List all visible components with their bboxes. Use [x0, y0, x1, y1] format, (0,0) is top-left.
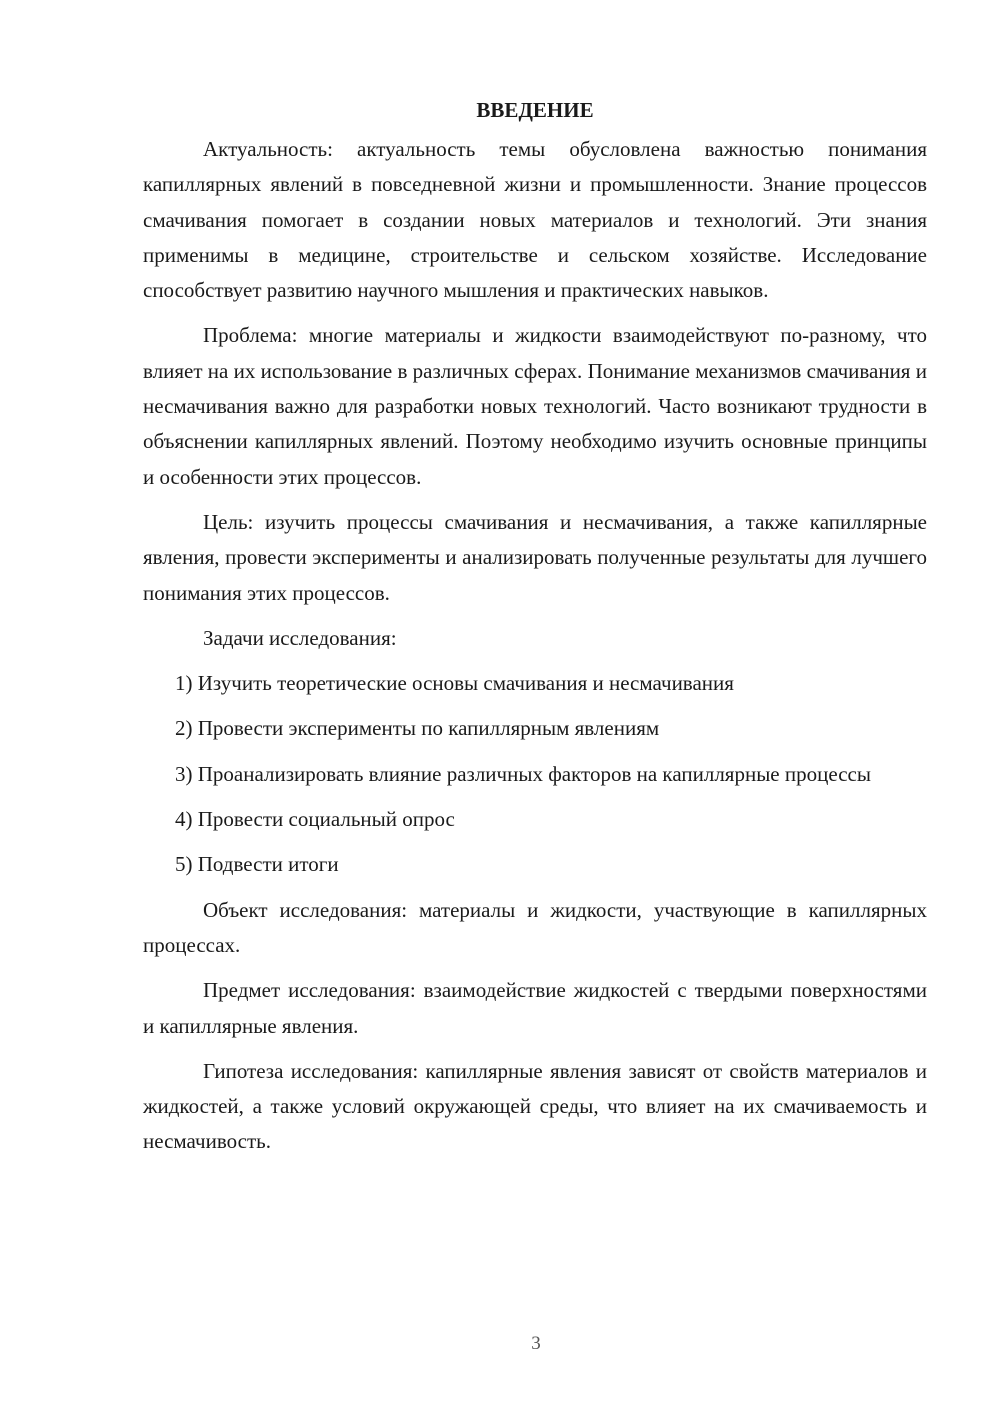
task-item-1: 1) Изучить теоретические основы смачивания и несмачивания [175, 671, 734, 696]
paragraph-problem: Проблема: многие материалы и жидкости взаимодействуют по-разному, что влияет на их использование в различных сферах. Понимание механизмов смачивания и несмачивания важно для разработки новых технологий. Часто возникают трудности в объяснении капиллярных явлений. Поэтому необходимо изучить основные принципы и особенности этих процессов. [143, 323, 927, 489]
section-title: ВВЕДЕНИЕ [476, 98, 594, 122]
paragraph-relevance: Актуальность: актуальность темы обусловлена важностью понимания капиллярных явлений в повседневной жизни и промышленности. Знание процессов смачивания помогает в создании новых материалов и технологий. Эти знания применимы в медицине, строительстве и сельском хозяйстве. Исследование способствует развитию научного мышления и практических навыков. [143, 137, 927, 303]
task-item-5: 5) Подвести итоги [175, 852, 339, 877]
tasks-heading: Задачи исследования: [203, 625, 397, 650]
paragraph-object: Объект исследования: материалы и жидкости, участвующие в капиллярных процессах. [143, 897, 927, 957]
page-number: 3 [531, 1333, 541, 1354]
task-item-4: 4) Провести социальный опрос [175, 807, 455, 832]
task-item-3: 3) Проанализировать влияние различных факторов на капиллярные процессы [175, 761, 871, 786]
task-item-2: 2) Провести эксперименты по капиллярным явлениям [175, 716, 660, 741]
paragraph-hypothesis: Гипотеза исследования: капиллярные явления зависят от свойств материалов и жидкостей, а также условий окружающей среды, что влияет на их смачиваемость и несмачивость. [143, 1058, 927, 1154]
paragraph-goal: Цель: изучить процессы смачивания и несмачивания, а также капиллярные явления, провести эксперименты и анализировать полученные результаты для лучшего понимания этих процессов. [143, 509, 927, 605]
document-page [143, 92, 927, 1160]
paragraph-subject: Предмет исследования: взаимодействие жидкостей с твердыми поверхностями и капиллярные явления. [143, 978, 927, 1038]
